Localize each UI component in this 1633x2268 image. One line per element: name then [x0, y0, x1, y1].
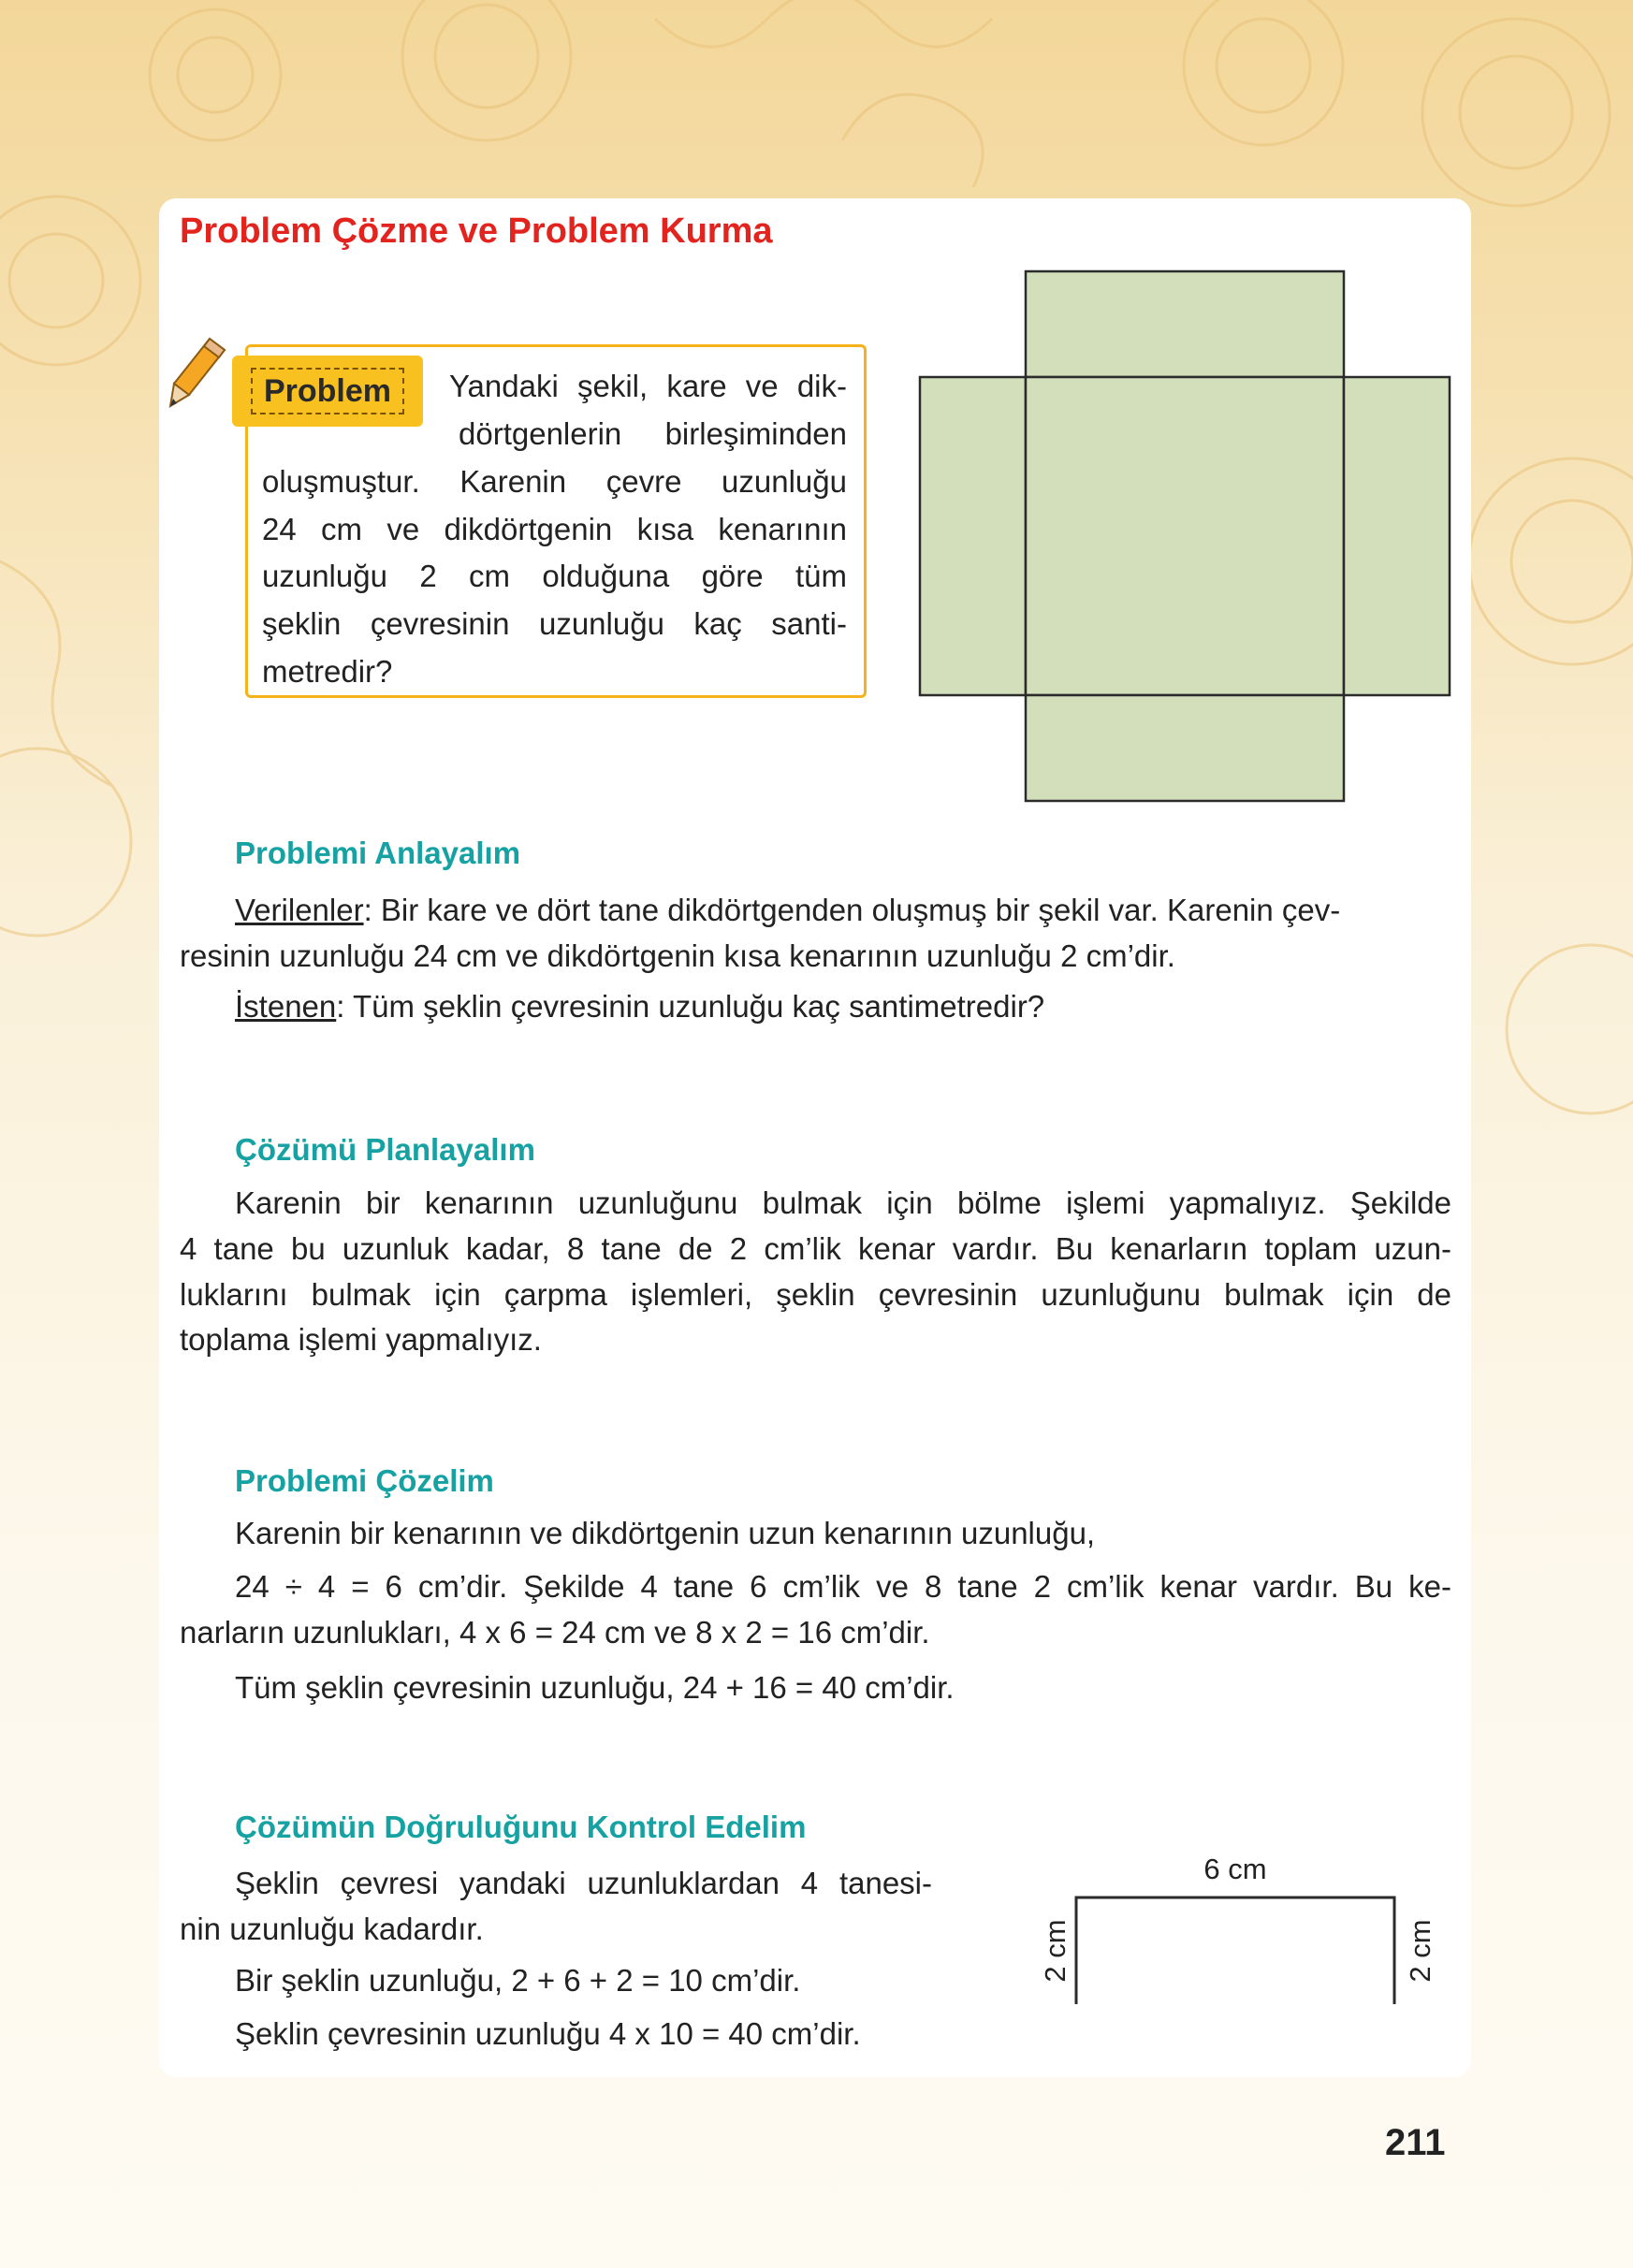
- problem-line: uzunluğu 2 cm olduğuna göre tüm: [262, 559, 847, 593]
- plan-line: 4 tane bu uzunluk kadar, 8 tane de 2 cm’lik kenar vardır. Bu kenarların toplam uzun-: [180, 1231, 1451, 1266]
- solve-line: Tüm şeklin çevresinin uzunluğu, 24 + 16 = 40 cm’dir.: [235, 1670, 955, 1705]
- problem-line: oluşmuştur. Karenin çevre uzunluğu: [262, 464, 847, 499]
- cross-net-figure: [0, 0, 1633, 842]
- right-rectangle: [1344, 377, 1450, 695]
- plan-line: luklarını bulmak için çarpma işlemleri, şeklin çevresinin uzunluğunu bulmak için de: [180, 1277, 1451, 1312]
- diagram-label-right: 2 cm: [1404, 1919, 1436, 1983]
- section-heading-plan: Çözümü Planlayalım: [235, 1132, 535, 1167]
- solve-line: 24 ÷ 4 = 6 cm’dir. Şekilde 4 tane 6 cm’lik ve 8 tane 2 cm’lik kenar vardır. Bu ke-: [235, 1569, 1451, 1604]
- problem-line: Yandaki şekil, kare ve dik-: [449, 369, 847, 403]
- left-rectangle: [920, 377, 1026, 695]
- givens-text: : Bir kare ve dört tane dikdörtgenden oluşmuş bir şekil var. Karenin çev-: [363, 893, 1341, 927]
- givens-label: Verilenler: [235, 893, 364, 927]
- problem-line: 24 cm ve dikdörtgenin kısa kenarının: [262, 512, 847, 546]
- check-line: nin uzunluğu kadardır.: [180, 1912, 484, 1946]
- check-line: Şeklin çevresi yandaki uzunluklardan 4 tanesi-: [235, 1866, 932, 1900]
- section-heading-solve: Problemi Çözelim: [235, 1463, 494, 1498]
- solve-line: Karenin bir kenarının ve dikdörtgenin uzun kenarının uzunluğu,: [235, 1516, 1096, 1550]
- page-title: Problem Çözme ve Problem Kurma: [180, 211, 773, 251]
- solve-line: narların uzunlukları, 4 x 6 = 24 cm ve 8 x 2 = 16 cm’dir.: [180, 1615, 930, 1650]
- asked-text: : Tüm şeklin çevresinin uzunluğu kaç santimetredir?: [336, 989, 1045, 1024]
- problem-line: metredir?: [262, 654, 393, 689]
- asked-label: İstenen: [235, 989, 337, 1024]
- plan-line: Karenin bir kenarının uzunluğunu bulmak için bölme işlemi yapmalıyız. Şekilde: [235, 1185, 1451, 1220]
- givens-line-1: [235, 892, 1340, 929]
- top-rectangle: [1026, 271, 1344, 377]
- diagram-label-top: 6 cm: [1203, 1853, 1267, 1885]
- plan-line: toplama işlemi yapmalıyız.: [180, 1322, 542, 1357]
- section-heading-check: Çözümün Doğruluğunu Kontrol Edelim: [235, 1810, 807, 1844]
- page-number: 211: [1385, 2122, 1446, 2163]
- asked-line: [235, 988, 1044, 1025]
- givens-line-2: resinin uzunluğu 24 cm ve dikdörtgenin kısa kenarının uzunluğu 2 cm’dir.: [180, 938, 1175, 973]
- center-square: [1026, 377, 1344, 695]
- bottom-rectangle: [1026, 695, 1344, 801]
- problem-line: dörtgenlerin birleşiminden: [459, 416, 847, 451]
- check-line: Bir şeklin uzunluğu, 2 + 6 + 2 = 10 cm’dir.: [235, 1963, 801, 1998]
- diagram-label-left: 2 cm: [1039, 1919, 1072, 1983]
- check-line: Şeklin çevresinin uzunluğu 4 x 10 = 40 cm’dir.: [235, 2016, 861, 2051]
- problem-badge-label: Problem: [251, 368, 404, 414]
- section-heading-understand: Problemi Anlayalım: [235, 836, 521, 870]
- problem-line: şeklin çevresinin uzunluğu kaç santi-: [262, 606, 847, 641]
